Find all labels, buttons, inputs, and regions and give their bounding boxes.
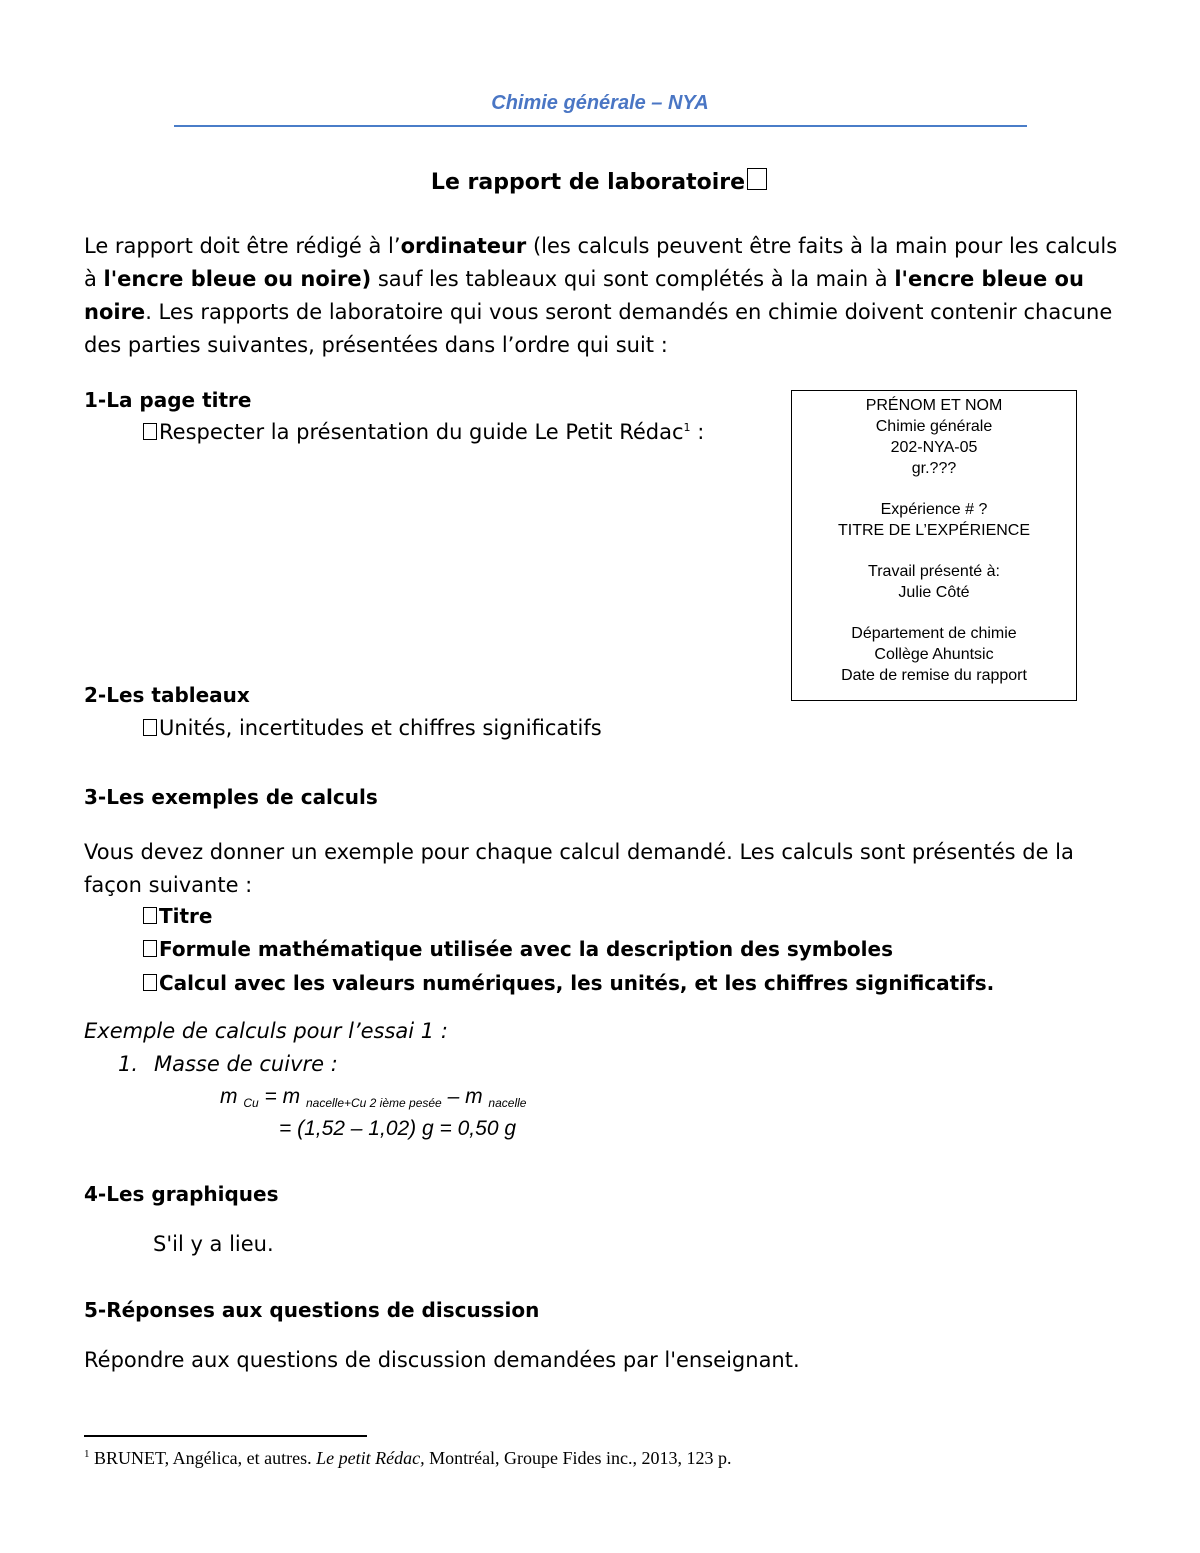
footnote-author: BRUNET, Angélica, et autres. [89, 1448, 317, 1468]
formula-sub-2: nacelle [488, 1096, 527, 1110]
intro-bold-1: ordinateur [400, 234, 527, 258]
example-item-number: 1. [118, 1052, 139, 1076]
intro-bold-2: l'encre bleue ou noire) [103, 267, 372, 291]
formula-sub-cu: Cu [243, 1096, 259, 1110]
footnote-number: 1 [84, 1448, 90, 1460]
course-header: Chimie générale – NYA [491, 92, 709, 114]
formula-m: m [220, 1085, 238, 1108]
section-3-heading: 3-Les exemples de calculs [84, 785, 378, 809]
bullet-glyph-icon [143, 907, 157, 924]
page-title-text: Le rapport de laboratoire [430, 170, 746, 195]
section-3-bullet-2-text: Formule mathématique utilisée avec la description des symboles [159, 937, 893, 961]
formula-sub-1: nacelle+Cu 2 ième pesée [305, 1096, 442, 1110]
footnote-book-title: Le petit Rédac, [316, 1448, 425, 1468]
bullet-glyph-icon [143, 974, 157, 991]
section-4-text: S'il y a lieu. [153, 1232, 274, 1256]
section-4-heading: 4-Les graphiques [84, 1182, 279, 1206]
box-line-experiment: Expérience # ? [880, 501, 988, 518]
section-5-heading: 5-Réponses aux questions de discussion [84, 1298, 540, 1322]
section-3-bullet-1-text: Titre [159, 904, 213, 928]
footnote-rule [84, 1435, 367, 1437]
box-line-exp-title: TITRE DE L’EXPÉRIENCE [837, 522, 1031, 539]
section-1-heading: 1-La page titre [84, 388, 252, 412]
page-title [0, 168, 1200, 195]
section-3-paragraph: Vous devez donner un exemple pour chaque calcul demandé. Les calculs sont présentés de la façon suivante : [84, 840, 1074, 897]
box-line-course: Chimie générale [875, 418, 993, 435]
section-2-bullet-text: Unités, incertitudes et chiffres significatifs [159, 716, 602, 740]
bullet-glyph-icon [143, 719, 157, 736]
formula-line-2: = (1,52 – 1,02) g = 0,50 g [279, 1117, 517, 1140]
section-3-bullet-2 [143, 937, 893, 961]
box-line-code: 202-NYA-05 [890, 439, 978, 456]
box-line-date: Date de remise du rapport [841, 667, 1027, 684]
bullet-glyph-icon [143, 940, 157, 957]
section-1-bullet-text: Respecter la présentation du guide Le Petit Rédac [159, 420, 684, 444]
footnote [84, 1448, 732, 1469]
intro-bold-3: l'encre bleue ou noire [84, 267, 1084, 324]
section-2-bullet [143, 716, 602, 740]
intro-text-3: sauf les tableaux qui sont complétés à la main à [371, 267, 895, 291]
section-3-bullet-3 [143, 971, 994, 995]
section-1-bullet-tail: : [690, 420, 705, 444]
intro-text-1: Le rapport doit être rédigé à l’ [84, 234, 401, 258]
header-rule [174, 125, 1027, 127]
box-line-college: Collège Ahuntsic [874, 646, 994, 663]
box-line-teacher: Julie Côté [898, 584, 970, 601]
title-page-example-box [791, 390, 1077, 701]
section-2-heading: 2-Les tableaux [84, 683, 250, 707]
box-line-group: gr.??? [911, 460, 957, 477]
missing-glyph-icon [747, 168, 767, 190]
formula-minus: – m [441, 1085, 483, 1108]
example-item-label: Masse de cuivre : [154, 1052, 338, 1076]
footnote-ref: 1 [683, 421, 691, 434]
formula-eq: = m [258, 1085, 301, 1108]
intro-text-2: (les calculs peuvent être faits à la main pour les calculs à [84, 234, 1118, 291]
section-3-bullet-3-end: . [986, 971, 995, 995]
box-line-presented: Travail présenté à: [868, 563, 1000, 580]
section-5-text: Répondre aux questions de discussion demandées par l'enseignant. [84, 1348, 800, 1372]
intro-text-4: . Les rapports de laboratoire qui vous seront demandés en chimie doivent contenir chacune des parties suivantes, présentées dans l’ordre qui suit : [84, 300, 1113, 357]
bullet-glyph-icon [143, 423, 157, 440]
box-line-department: Département de chimie [851, 625, 1017, 642]
footnote-rest: Montréal, Groupe Fides inc., 2013, 123 p. [424, 1448, 732, 1468]
formula-line-1 [220, 1085, 526, 1110]
box-line-name: PRÉNOM ET NOM [865, 397, 1003, 414]
example-title: Exemple de calculs pour l’essai 1 : [84, 1019, 448, 1043]
section-1-bullet [143, 420, 704, 444]
section-3-bullet-3-text: Calcul avec les valeurs numériques, les unités, et les chiffres significatifs [159, 971, 987, 995]
section-3-bullet-1 [143, 904, 213, 928]
intro-paragraph [84, 230, 1124, 362]
